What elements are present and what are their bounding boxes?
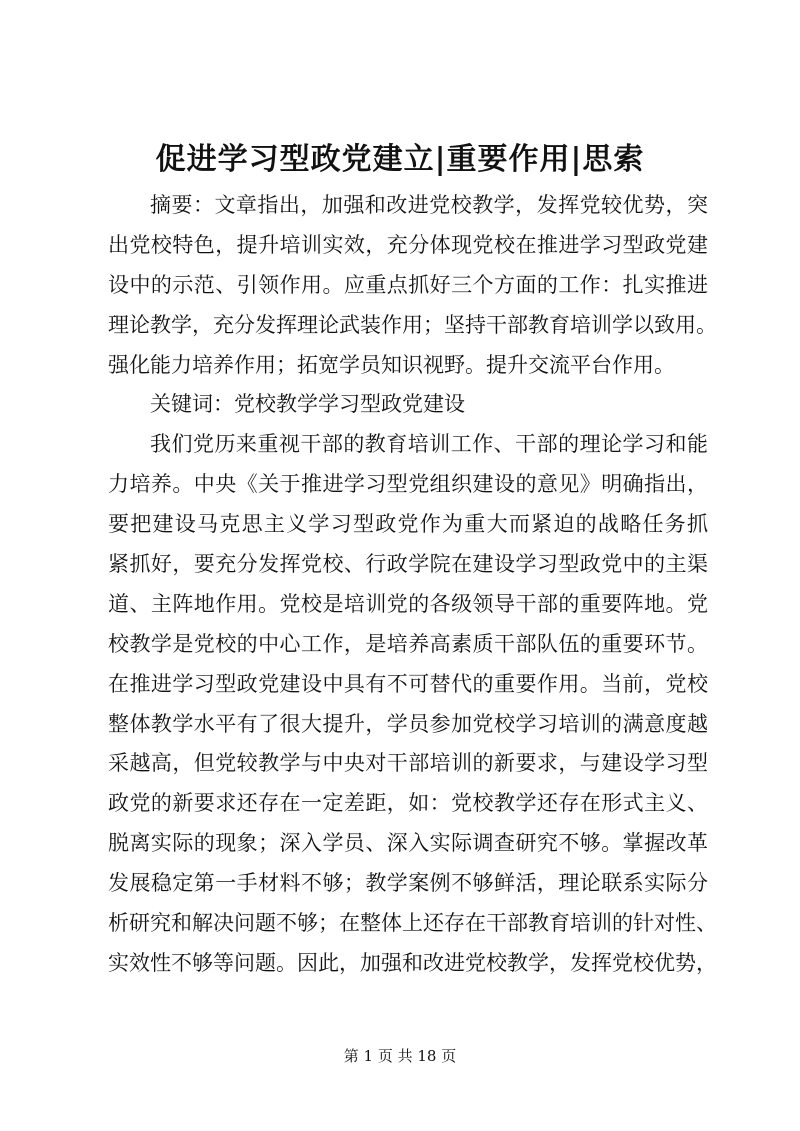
document-title: 促进学习型政党建立|重要作用|思索 xyxy=(155,142,645,177)
text-line: 在推进学习型政党建设中具有不可替代的重要作用。当前，党校 xyxy=(108,671,708,696)
text-line: 采越高，但党较教学与中央对干部培训的新要求，与建设学习型 xyxy=(108,751,708,776)
text-line: 政党的新要求还存在一定差距，如：党校教学还存在形式主义、 xyxy=(108,791,708,816)
text-line: 摘要：文章指出，加强和改进党校教学，发挥党较优势，突 xyxy=(150,193,708,217)
text-line: 力培养。中央《关于推进学习型党组织建设的意见》明确指出， xyxy=(108,472,708,497)
text-line: 道、主阵地作用。党校是培训党的各级领导干部的重要阵地。党 xyxy=(108,591,708,616)
text-line: 发展稳定第一手材料不够；教学案例不够鲜活，理论联系实际分 xyxy=(108,871,708,896)
text-line: 实效性不够等问题。因此，加强和改进党校教学，发挥党校优势， xyxy=(108,950,717,975)
document-body xyxy=(108,186,717,984)
text-line: 出党校特色，提升培训实效，充分体现党校在推进学习型政党建 xyxy=(108,232,708,257)
text-line: 析研究和解决问题不够；在整体上还存在干部教育培训的针对性、 xyxy=(108,911,717,936)
text-line: 整体教学水平有了很大提升，学员参加党校学习培训的满意度越 xyxy=(108,711,708,736)
text-line: 强化能力培养作用；拓宽学员知识视野。提升交流平台作用。 xyxy=(108,352,675,377)
text-line: 我们党历来重视干部的教育培训工作、干部的理论学习和能 xyxy=(150,432,708,457)
text-line: 设中的示范、引领作用。应重点抓好三个方面的工作：扎实推进 xyxy=(108,272,708,297)
text-line: 关键词：党校教学学习型政党建设 xyxy=(150,392,465,417)
page-number-footer: 第 1 页 共 18 页 xyxy=(343,1047,457,1065)
text-line: 要把建设马克思主义学习型政党作为重大而紧迫的战略任务抓 xyxy=(108,512,708,537)
text-line: 紧抓好，要充分发挥党校、行政学院在建设学习型政党中的主渠 xyxy=(108,552,708,577)
text-line: 校教学是党校的中心工作，是培养高素质干部队伍的重要环节。 xyxy=(108,631,708,656)
text-line: 理论教学，充分发挥理论武装作用；坚持干部教育培训学以致用。 xyxy=(108,312,717,337)
text-line: 脱离实际的现象；深入学员、深入实际调查研究不够。掌握改革 xyxy=(108,831,708,856)
